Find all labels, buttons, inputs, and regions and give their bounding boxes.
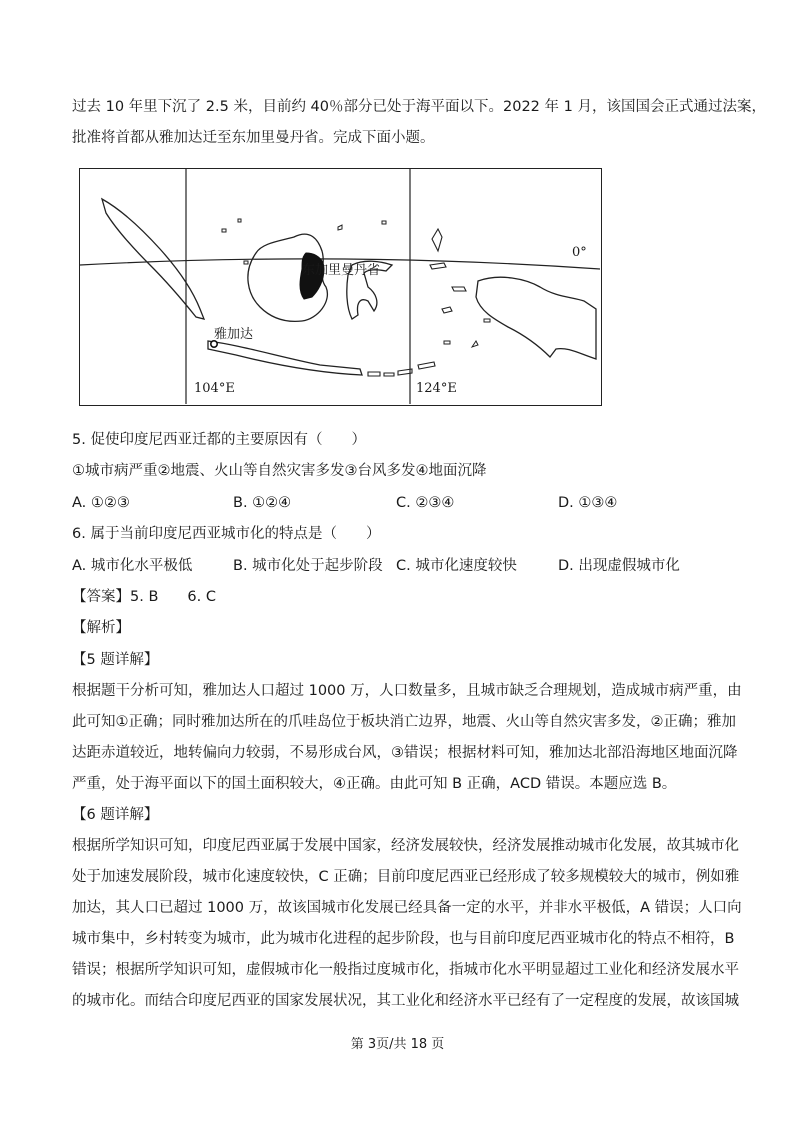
detail6-line: 根据所学知识可知，印度尼西亚属于发展中国家，经济发展较快，经济发展推动城市化发展，故其城市化 — [72, 838, 739, 854]
q5-option-c: C. ②③④ — [396, 495, 455, 511]
intro-line-1: 过去 10 年里下沉了 2.5 米，目前约 40％部分已处于海平面以下。2022 年 1 月，该国国会正式通过法案， — [72, 99, 766, 115]
detail6-line: 错误；根据所学知识可知，虚假城市化一般指过度城市化，指城市化水平明显超过工业化和经济发展水平 — [72, 962, 739, 978]
java-outline — [208, 341, 362, 375]
answer-line — [72, 587, 216, 607]
new-guinea-outline — [476, 277, 596, 359]
q6-option-c: C. 城市化速度较快 — [396, 558, 517, 574]
answer-tag: 【答案】 — [72, 589, 130, 605]
maluku-outline — [430, 229, 466, 313]
answer-text: 5. B 6. C — [130, 589, 216, 605]
detail6-line: 处于加速发展阶段，城市化速度较快，C 正确；目前印度尼西亚已经形成了较多规模较大的城市，例如雅 — [72, 869, 740, 885]
analysis-tag: 【解析】 — [72, 620, 130, 636]
q5-items: ①城市病严重②地震、火山等自然灾害多发③台风多发④地面沉降 — [72, 463, 487, 479]
q5-stem: 5. 促使印度尼西亚迁都的主要原因有（ ） — [72, 432, 366, 448]
intro-line-2: 批准将首都从雅加达迁至东加里曼丹省。完成下面小题。 — [72, 130, 435, 146]
indonesia-map — [79, 168, 602, 406]
detail6-line: 的城市化。而结合印度尼西亚的国家发展状况，其工业化和经济水平已经有了一定程度的发展，故该国城 — [72, 993, 739, 1009]
q6-option-a: A. 城市化水平极低 — [72, 558, 193, 574]
detail5-line: 达距赤道较近，地转偏向力较弱，不易形成台风，③错误；根据材料可知，雅加达北部沿海地区地面沉降 — [72, 745, 738, 761]
detail5-line: 此可知①正确；同时雅加达所在的爪哇岛位于板块消亡边界，地震、火山等自然灾害多发，②正确；雅加 — [72, 714, 736, 730]
islets — [222, 219, 490, 347]
q6-stem: 6. 属于当前印度尼西亚城市化的特点是（ ） — [72, 526, 381, 542]
detail6-line: 城市集中，乡村转变为城市，此为城市化进程的起步阶段，也与目前印度尼西亚城市化的特点不相符，B — [72, 931, 735, 947]
detail6-line: 加达，其人口已超过 1000 万，故该国城市化发展已经具备一定的水平，并非水平极低，A 错误；人口向 — [72, 900, 742, 916]
page-footer: 第 3页/共 18 页 — [350, 1037, 445, 1052]
q5-option-d: D. ①③④ — [558, 495, 618, 511]
detail5-line: 根据题干分析可知，雅加达人口超过 1000 万，人口数量多，且城市缺乏合理规划，造成城市病严重，由 — [72, 683, 742, 699]
label-east-kalimantan: 东加里曼丹省 — [302, 263, 381, 278]
q5-option-a: A. ①②③ — [72, 495, 130, 511]
label-104e: 104°E — [194, 381, 235, 396]
detail5-tag: 【5 题详解】 — [72, 652, 159, 668]
detail6-tag: 【6 题详解】 — [72, 807, 159, 823]
detail5-line: 严重，处于海平面以下的国土面积较大，④正确。由此可知 B 正确，ACD 错误。本题应选 B。 — [72, 776, 677, 792]
label-jakarta: 雅加达 — [214, 327, 254, 342]
q5-option-b: B. ①②④ — [233, 495, 292, 511]
label-124e: 124°E — [416, 381, 457, 396]
map-drawing — [80, 169, 600, 404]
label-equator: 0° — [572, 245, 587, 260]
q6-option-d: D. 出现虚假城市化 — [558, 558, 680, 574]
lesser-sunda-outline — [368, 362, 435, 376]
sumatra-outline — [102, 199, 204, 319]
q6-option-b: B. 城市化处于起步阶段 — [233, 558, 383, 574]
